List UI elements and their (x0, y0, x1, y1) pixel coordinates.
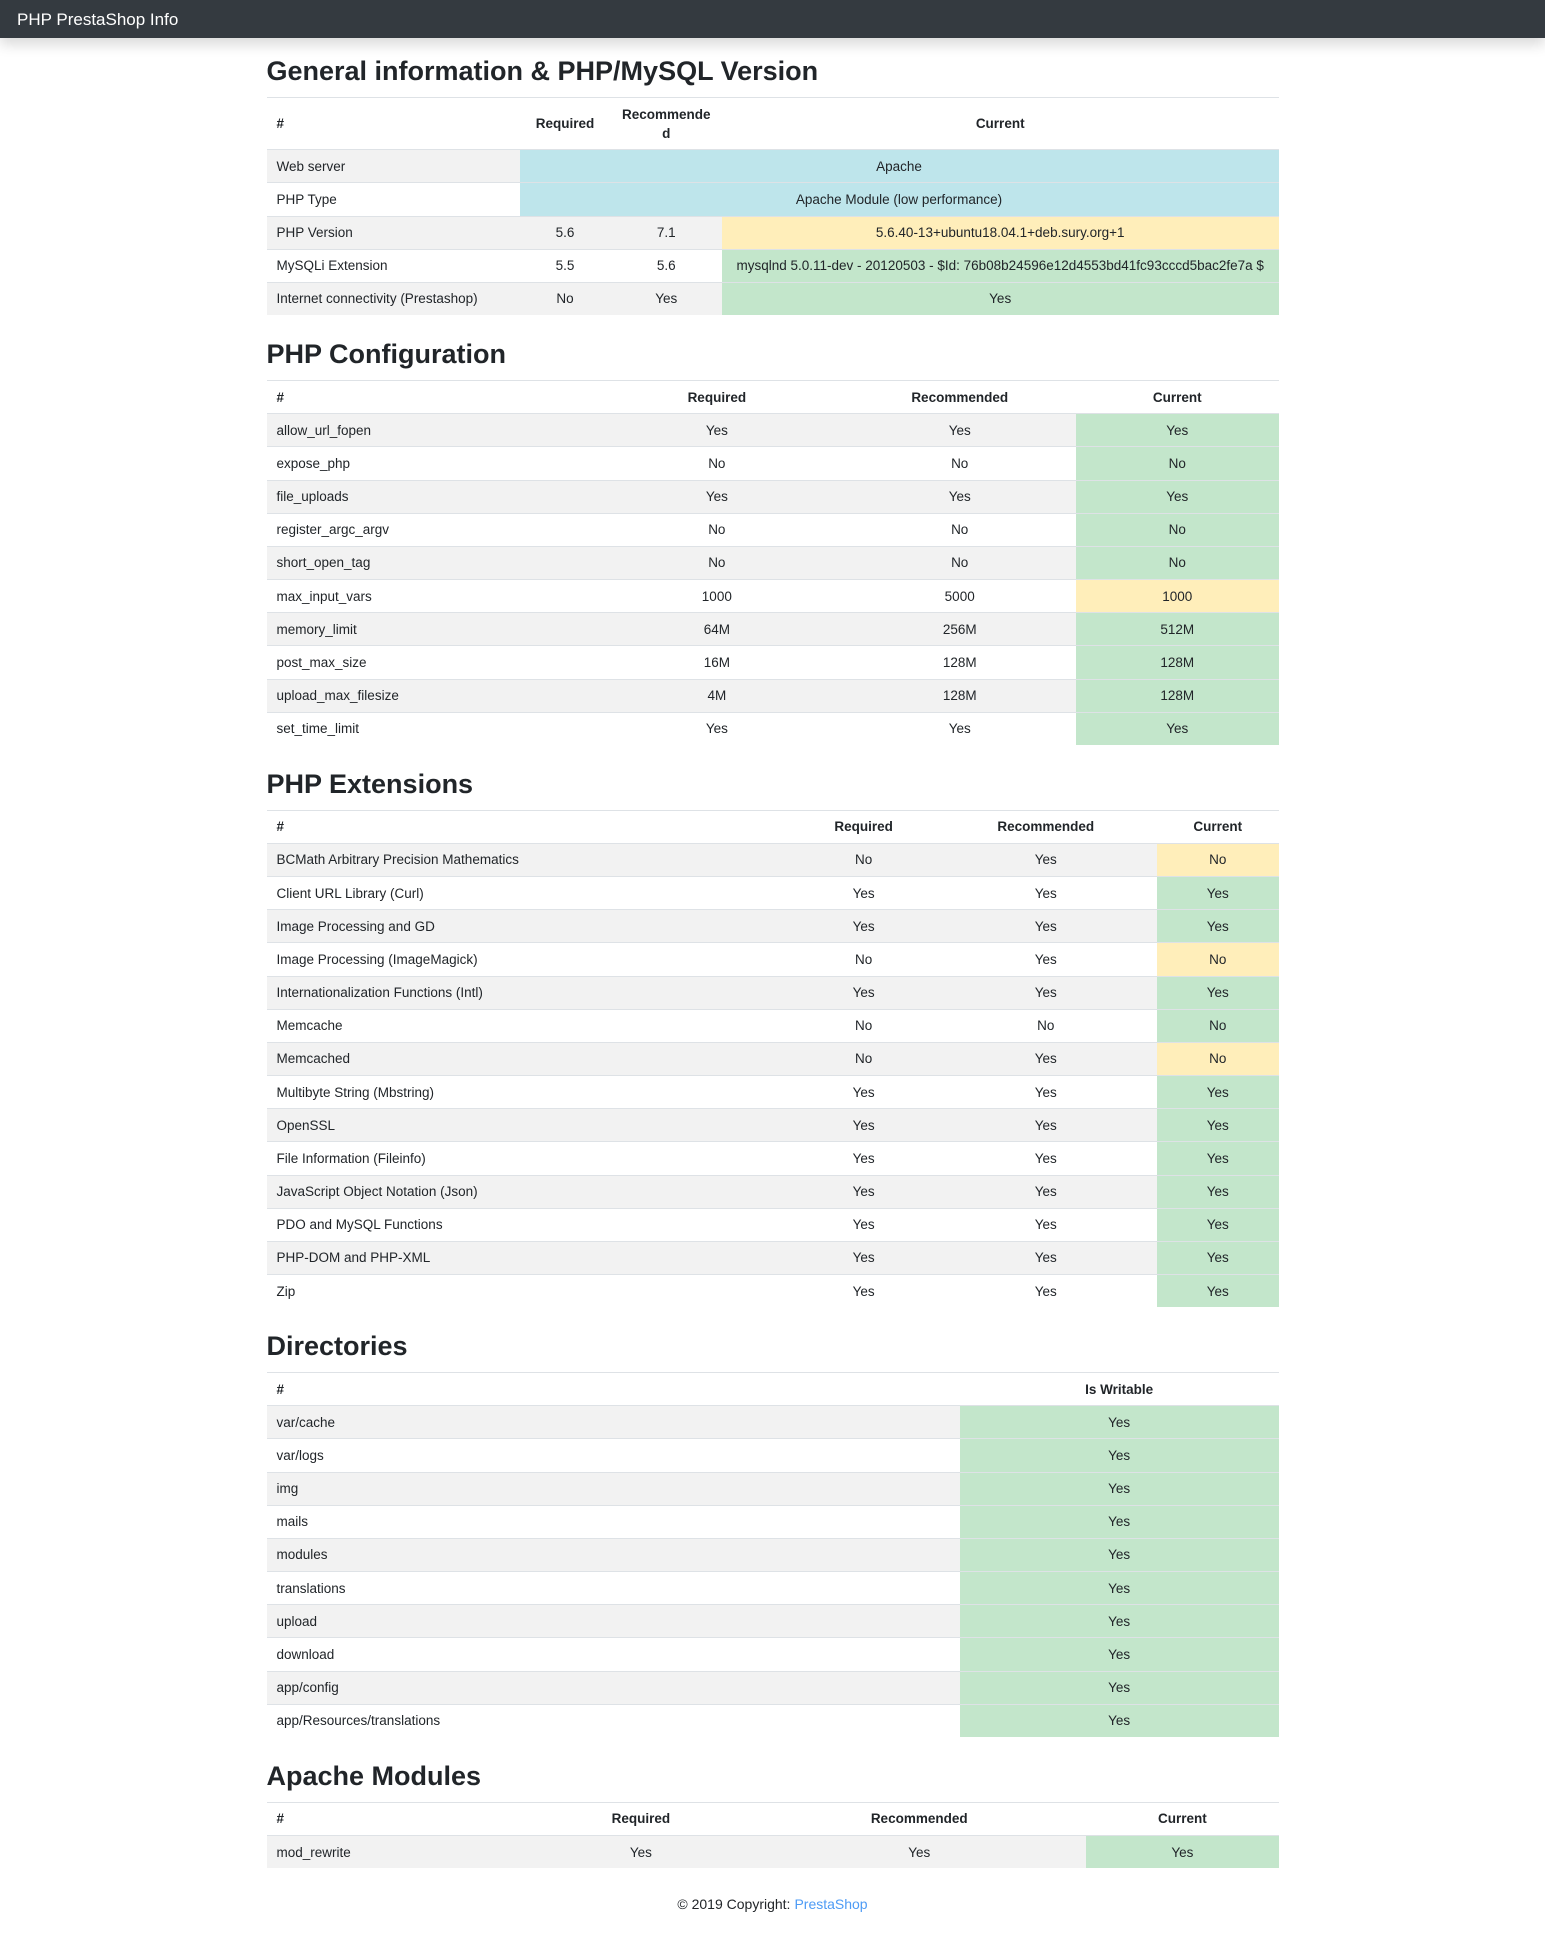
status-cell: No (1076, 513, 1278, 546)
table-row (267, 1109, 1279, 1142)
table-row (267, 1208, 1279, 1241)
table-cell: Yes (793, 976, 935, 1009)
status-cell: Yes (960, 1406, 1279, 1439)
section-table (267, 1372, 1279, 1737)
status-cell: Yes (1157, 1076, 1278, 1109)
table-cell: img (267, 1472, 960, 1505)
table-cell: No (843, 546, 1076, 579)
table-cell: Yes (590, 712, 843, 745)
footer (267, 1868, 1279, 1946)
status-cell: Yes (960, 1472, 1279, 1505)
table-row (267, 480, 1279, 513)
table-cell: short_open_tag (267, 546, 591, 579)
column-header: Required (793, 810, 935, 843)
table-cell: Image Processing (ImageMagick) (267, 943, 793, 976)
table-cell: No (590, 447, 843, 480)
table-cell: 4M (590, 679, 843, 712)
table-row (267, 1505, 1279, 1538)
table-row (267, 1704, 1279, 1737)
table-row (267, 150, 1279, 183)
table-cell: No (520, 282, 611, 315)
table-cell: Yes (934, 1175, 1157, 1208)
status-cell: Yes (960, 1638, 1279, 1671)
table-row (267, 1076, 1279, 1109)
table-row (267, 1406, 1279, 1439)
status-cell: 512M (1076, 613, 1278, 646)
table-cell: register_argc_argv (267, 513, 591, 546)
table-cell: Yes (843, 414, 1076, 447)
table-cell: Yes (934, 843, 1157, 876)
table-cell: Yes (934, 1241, 1157, 1274)
table-cell: Image Processing and GD (267, 910, 793, 943)
status-cell: Yes (960, 1572, 1279, 1605)
table-cell: max_input_vars (267, 580, 591, 613)
status-cell: No (1157, 843, 1278, 876)
table-row (267, 1538, 1279, 1571)
column-header: Recommended (934, 810, 1157, 843)
table-row (267, 943, 1279, 976)
table-row (267, 546, 1279, 579)
table-cell: Yes (934, 1076, 1157, 1109)
table-cell: Yes (934, 976, 1157, 1009)
info-section (267, 769, 1279, 1307)
table-cell: memory_limit (267, 613, 591, 646)
table-cell: Client URL Library (Curl) (267, 877, 793, 910)
table-row (267, 1671, 1279, 1704)
status-cell: Yes (960, 1704, 1279, 1737)
column-header: Recommended (611, 98, 722, 150)
status-cell: Yes (1086, 1836, 1278, 1869)
table-cell: PHP Version (267, 216, 520, 249)
table-cell: Yes (793, 1076, 935, 1109)
table-cell: translations (267, 1572, 960, 1605)
column-header: Current (1076, 381, 1278, 414)
section-title: PHP Configuration (266, 339, 506, 370)
table-cell: Yes (793, 1241, 935, 1274)
table-cell: JavaScript Object Notation (Json) (267, 1175, 793, 1208)
status-cell: Yes (1076, 712, 1278, 745)
table-row (267, 877, 1279, 910)
column-header: Recommended (752, 1802, 1086, 1835)
status-cell: 128M (1076, 646, 1278, 679)
table-cell: mod_rewrite (267, 1836, 530, 1869)
table-cell: No (793, 1042, 935, 1075)
status-cell: Yes (1157, 1275, 1278, 1308)
table-cell: 64M (590, 613, 843, 646)
table-cell: allow_url_fopen (267, 414, 591, 447)
table-cell: app/config (267, 1671, 960, 1704)
status-cell: 1000 (1076, 580, 1278, 613)
section-table (267, 1802, 1279, 1868)
status-cell: No (1157, 1042, 1278, 1075)
status-cell: Yes (1157, 877, 1278, 910)
main-content (267, 38, 1279, 1946)
column-header: # (267, 810, 793, 843)
table-cell: Yes (843, 480, 1076, 513)
status-cell: Yes (1157, 976, 1278, 1009)
table-cell: No (590, 546, 843, 579)
table-cell: Internet connectivity (Prestashop) (267, 282, 520, 315)
table-cell: Yes (934, 877, 1157, 910)
table-cell: Yes (934, 943, 1157, 976)
column-header: Current (1086, 1802, 1278, 1835)
table-cell: Zip (267, 1275, 793, 1308)
status-cell: Yes (1157, 1142, 1278, 1175)
table-cell: 128M (843, 679, 1076, 712)
table-cell: Yes (590, 414, 843, 447)
sections (267, 56, 1279, 1868)
status-cell: No (1157, 1009, 1278, 1042)
table-cell: Yes (934, 1275, 1157, 1308)
table-cell: 16M (590, 646, 843, 679)
table-row (267, 1605, 1279, 1638)
table-row (267, 249, 1279, 282)
table-header-row (267, 98, 1279, 150)
table-row (267, 1439, 1279, 1472)
status-cell: Yes (1157, 1109, 1278, 1142)
table-row (267, 1275, 1279, 1308)
table-cell: No (590, 513, 843, 546)
table-cell: Internationalization Functions (Intl) (267, 976, 793, 1009)
table-cell: Yes (934, 1142, 1157, 1175)
table-row (267, 1009, 1279, 1042)
status-cell: Yes (722, 282, 1279, 315)
status-cell: Yes (1157, 1175, 1278, 1208)
table-cell: set_time_limit (267, 712, 591, 745)
section-table (267, 810, 1279, 1307)
table-row (267, 216, 1279, 249)
table-cell: No (843, 513, 1076, 546)
table-row (267, 447, 1279, 480)
column-header: Current (722, 98, 1279, 150)
prestashop-link[interactable]: PrestaShop (794, 1896, 868, 1913)
table-cell: Yes (590, 480, 843, 513)
table-cell: var/logs (267, 1439, 960, 1472)
table-row (267, 183, 1279, 216)
table-cell: Yes (934, 910, 1157, 943)
table-cell: Web server (267, 150, 520, 183)
table-header-row (267, 1802, 1279, 1835)
section-table (267, 380, 1279, 745)
table-header-row (267, 381, 1279, 414)
table-cell: 5.5 (520, 249, 611, 282)
table-cell: No (843, 447, 1076, 480)
table-row (267, 1836, 1279, 1869)
table-row (267, 414, 1279, 447)
table-header-row (267, 810, 1279, 843)
table-cell: Yes (843, 712, 1076, 745)
status-cell: Yes (960, 1671, 1279, 1704)
table-cell: Yes (934, 1109, 1157, 1142)
status-cell: 5.6.40-13+ubuntu18.04.1+deb.sury.org+1 (722, 216, 1279, 249)
table-cell: 5.6 (520, 216, 611, 249)
table-cell: 256M (843, 613, 1076, 646)
table-row (267, 976, 1279, 1009)
table-header-row (267, 1373, 1279, 1406)
status-cell: mysqlnd 5.0.11-dev - 20120503 - $Id: 76b08b24596e12d4553bd41fc93cccd5bac2fe7a $ (722, 249, 1279, 282)
table-cell: Yes (752, 1836, 1086, 1869)
table-row (267, 1638, 1279, 1671)
info-section (267, 1761, 1279, 1868)
table-cell: Memcache (267, 1009, 793, 1042)
column-header: # (267, 381, 591, 414)
column-header: # (267, 1373, 960, 1406)
table-row (267, 910, 1279, 943)
table-cell: upload (267, 1605, 960, 1638)
section-title: Apache Modules (266, 1760, 482, 1791)
table-cell: No (793, 843, 935, 876)
status-cell: No (1076, 546, 1278, 579)
section-title: General information & PHP/MySQL Version (266, 56, 819, 86)
status-cell: Yes (960, 1505, 1279, 1538)
table-cell: upload_max_filesize (267, 679, 591, 712)
status-cell: Apache Module (low performance) (520, 183, 1279, 216)
table-row (267, 1042, 1279, 1075)
status-cell: No (1076, 447, 1278, 480)
column-header: Required (530, 1802, 753, 1835)
table-row (267, 1472, 1279, 1505)
status-cell: Yes (960, 1605, 1279, 1638)
table-cell: post_max_size (267, 646, 591, 679)
status-cell: 128M (1076, 679, 1278, 712)
status-cell: Yes (1157, 910, 1278, 943)
table-row (267, 1175, 1279, 1208)
table-cell: mails (267, 1505, 960, 1538)
table-cell: OpenSSL (267, 1109, 793, 1142)
table-row (267, 679, 1279, 712)
table-cell: BCMath Arbitrary Precision Mathematics (267, 843, 793, 876)
table-row (267, 1572, 1279, 1605)
column-header: Current (1157, 810, 1278, 843)
table-cell: Yes (793, 1142, 935, 1175)
table-cell: app/Resources/translations (267, 1704, 960, 1737)
table-cell: No (793, 1009, 935, 1042)
table-cell: Yes (793, 1109, 935, 1142)
status-cell: Yes (1076, 414, 1278, 447)
table-cell: No (793, 943, 935, 976)
table-cell: Yes (934, 1208, 1157, 1241)
table-cell: Yes (793, 1175, 935, 1208)
table-cell: 5.6 (611, 249, 722, 282)
section-title: Directories (266, 1331, 408, 1362)
table-cell: Yes (934, 1042, 1157, 1075)
section-title: PHP Extensions (266, 768, 474, 799)
info-section (267, 1331, 1279, 1737)
footer-copyright: © 2019 Copyright: (677, 1896, 791, 1913)
table-row (267, 843, 1279, 876)
table-cell: Yes (793, 877, 935, 910)
table-cell: PHP-DOM and PHP-XML (267, 1241, 793, 1274)
column-header: Recommended (843, 381, 1076, 414)
table-cell: expose_php (267, 447, 591, 480)
table-row (267, 712, 1279, 745)
status-cell: Yes (960, 1538, 1279, 1571)
table-cell: PHP Type (267, 183, 520, 216)
status-cell: No (1157, 943, 1278, 976)
status-cell: Yes (1157, 1208, 1278, 1241)
table-cell: file_uploads (267, 480, 591, 513)
table-cell: 1000 (590, 580, 843, 613)
table-row (267, 513, 1279, 546)
column-header: # (267, 98, 520, 150)
table-row (267, 580, 1279, 613)
column-header: Required (520, 98, 611, 150)
table-row (267, 646, 1279, 679)
status-cell: Yes (960, 1439, 1279, 1472)
table-cell: Yes (611, 282, 722, 315)
column-header: # (267, 1802, 530, 1835)
table-cell: Yes (793, 1208, 935, 1241)
column-header: Is Writable (960, 1373, 1279, 1406)
table-cell: 128M (843, 646, 1076, 679)
navbar-brand[interactable]: PHP PrestaShop Info (17, 9, 179, 29)
table-cell: File Information (Fileinfo) (267, 1142, 793, 1175)
table-cell: PDO and MySQL Functions (267, 1208, 793, 1241)
status-cell: Yes (1157, 1241, 1278, 1274)
table-row (267, 1142, 1279, 1175)
table-cell: var/cache (267, 1406, 960, 1439)
table-row (267, 613, 1279, 646)
column-header: Required (590, 381, 843, 414)
table-cell: 7.1 (611, 216, 722, 249)
info-section (267, 339, 1279, 745)
table-cell: No (934, 1009, 1157, 1042)
status-cell: Yes (1076, 480, 1278, 513)
table-cell: Yes (530, 1836, 753, 1869)
table-cell: download (267, 1638, 960, 1671)
navbar (0, 0, 1545, 38)
table-row (267, 282, 1279, 315)
table-cell: Multibyte String (Mbstring) (267, 1076, 793, 1109)
table-cell: 5000 (843, 580, 1076, 613)
table-cell: Memcached (267, 1042, 793, 1075)
table-cell: MySQLi Extension (267, 249, 520, 282)
status-cell: Apache (520, 150, 1279, 183)
table-cell: Yes (793, 1275, 935, 1308)
section-table (267, 97, 1279, 315)
table-row (267, 1241, 1279, 1274)
info-section (267, 56, 1279, 315)
table-cell: Yes (793, 910, 935, 943)
table-cell: modules (267, 1538, 960, 1571)
